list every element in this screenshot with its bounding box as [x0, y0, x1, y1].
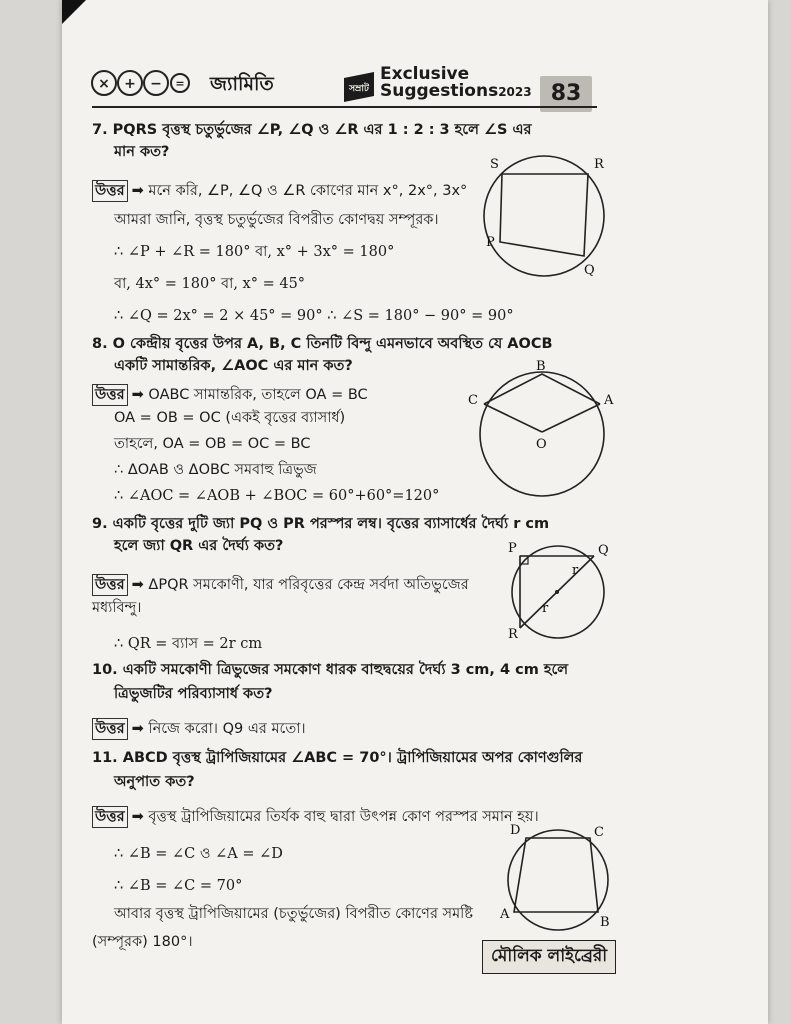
q11-label-B: B [600, 915, 610, 930]
answer-label: উত্তর [92, 806, 128, 828]
q8-label-B: B [536, 359, 546, 374]
q9-line2: হলে জ্যা QR এর দৈর্ঘ্য কত? [114, 538, 284, 554]
header-divider [92, 106, 597, 108]
series-title [380, 66, 532, 101]
q7-answer-line5: ∴ ∠Q = 2x° = 2 × 45° = 90° ∴ ∠S = 180° − 90° = 90° [114, 308, 514, 324]
q9-label-Q: Q [598, 543, 609, 558]
page-corner-shadow [62, 0, 86, 24]
series-exclusive: Exclusive [380, 64, 470, 84]
q7-answer-line3: ∴ ∠P + ∠R = 180° বা, x° + 3x° = 180° [114, 244, 395, 260]
svg-text:+: + [124, 76, 136, 92]
answer-label: উত্তর [92, 180, 128, 202]
q8-answer-line3: তাহলে, OA = OB = OC = BC [114, 436, 311, 452]
brand-badge [342, 72, 376, 102]
q10-line1: 10. একটি সমকোণী ত্রিভুজের সমকোণ ধারক বাহুদ্বয়ের দৈর্ঘ্য 3 cm, 4 cm হলে [92, 662, 569, 678]
q9-label-r-upper: r [572, 563, 579, 578]
arrow-icon: ➡ [131, 183, 144, 199]
answer-label: উত্তর [92, 718, 128, 740]
q9-line1: 9. একটি বৃত্তের দুটি জ্যা PQ ও PR পরস্পর লম্ব। বৃত্তের ব্যাসার্ধের দৈর্ঘ্য r cm [92, 516, 550, 532]
q7-label-P: P [486, 235, 495, 250]
q7-answer-line4: বা, 4x° = 180° বা, x° = 45° [114, 276, 306, 292]
q11-label-A: A [500, 907, 510, 922]
q11-answer-line5: (সম্পূরক) 180°। [92, 934, 193, 950]
math-symbols-logo-icon [90, 66, 190, 100]
q8-answer-line1: উত্তর ➡ OABC সামান্তরিক, তাহলে OA = BC [92, 384, 368, 406]
q9-label-R: R [508, 627, 518, 642]
q8-answer-line5: ∴ ∠AOC = ∠AOB + ∠BOC = 60°+60°=120° [114, 488, 440, 504]
q10-answer-line1: উত্তর ➡ নিজে করো। Q9 এর মতো। [92, 718, 306, 740]
q9-right-triangle-circle-diagram [506, 541, 616, 644]
q7-answer-line1: উত্তর ➡ মনে করি, ∠P, ∠Q ও ∠R কোণের মান x°, 2x°, 3x° [92, 180, 467, 202]
q8-answer-line4: ∴ ΔOAB ও ΔOBC সমবাহু ত্রিভুজ [114, 462, 317, 478]
q9-answer-line2: মধ্যবিন্দু। [92, 600, 142, 616]
arrow-icon: ➡ [131, 577, 144, 593]
publisher-tag: মৌলিক লাইব্রেরী [482, 940, 616, 974]
q8-label-A: A [604, 393, 614, 408]
q11-answer-line1: উত্তর ➡ বৃত্তস্থ ট্রাপিজিয়ামের তির্যক বাহু দ্বারা উৎপন্ন কোণ পরস্পর সমান হয়। [92, 806, 539, 828]
q11-cyclic-trapezium-diagram [490, 823, 610, 936]
q7-label-R: R [594, 157, 604, 172]
answer-label: উত্তর [92, 384, 128, 406]
q8-answer-line2: OA = OB = OC (একই বৃত্তের ব্যাসার্ধ) [114, 410, 346, 426]
q8-parallelogram-circle-diagram [468, 359, 614, 504]
arrow-icon: ➡ [131, 387, 144, 403]
q11-line2: অনুপাত কত? [114, 774, 195, 790]
series-year: 2023 [498, 85, 532, 99]
q8-label-C: C [468, 393, 478, 408]
q11-label-C: C [594, 825, 604, 840]
arrow-icon: ➡ [131, 721, 144, 737]
q9-label-r-lower: r [542, 601, 549, 616]
page-number: 83 [540, 76, 592, 112]
q10-line2: ত্রিভুজটির পরিব্যাসার্ধ কত? [114, 686, 273, 702]
q9-answer-line3: ∴ QR = ব্যাস = 2r cm [114, 636, 263, 652]
series-suggestions: Suggestions [380, 81, 499, 101]
q9-answer-line1: উত্তর ➡ ΔPQR সমকোণী, যার পরিবৃত্তের কেন্দ্র সর্বদা অতিভুজের [92, 574, 469, 596]
q11-answer-line3: ∴ ∠B = ∠C = 70° [114, 878, 243, 894]
svg-text:−: − [150, 76, 162, 92]
answer-label: উত্তর [92, 574, 128, 596]
q8-line2: একটি সামান্তরিক, ∠AOC এর মান কত? [114, 358, 353, 374]
arrow-icon: ➡ [131, 809, 144, 825]
chapter-title: জ্যামিতি [210, 73, 274, 95]
svg-text:=: = [175, 77, 185, 90]
q7-label-Q: Q [584, 263, 595, 278]
q8-label-O: O [536, 437, 547, 452]
q7-cyclic-quadrilateral-diagram [480, 152, 610, 282]
svg-text:×: × [98, 76, 110, 92]
q7-answer-line2: আমরা জানি, বৃত্তস্থ চতুর্ভুজের বিপরীত কোণদ্বয় সম্পূরক। [114, 212, 439, 228]
book-page [62, 0, 768, 1024]
q7-label-S: S [490, 157, 499, 172]
q11-line1: 11. ABCD বৃত্তস্থ ট্রাপিজিয়ামের ∠ABC = 70°। ট্রাপিজিয়ামের অপর কোণগুলির [92, 750, 583, 766]
q8-line1: 8. O কেন্দ্রীয় বৃত্তের উপর A, B, C তিনটি বিন্দু এমনভাবে অবস্থিত যে AOCB [92, 336, 553, 352]
svg-text:সম্রাট: সম্রাট [349, 84, 369, 94]
q11-answer-line2: ∴ ∠B = ∠C ও ∠A = ∠D [114, 846, 283, 862]
q7-line2: মান কত? [114, 144, 170, 160]
q7-line1: 7. PQRS বৃত্তস্থ চতুর্ভুজের ∠P, ∠Q ও ∠R এর 1 : 2 : 3 হলে ∠S এর [92, 122, 532, 138]
q11-label-D: D [510, 823, 521, 838]
q11-answer-line4: আবার বৃত্তস্থ ট্রাপিজিয়ামের (চতুর্ভুজের) বিপরীত কোণের সমষ্টি [114, 906, 474, 922]
q9-label-P: P [508, 541, 517, 556]
